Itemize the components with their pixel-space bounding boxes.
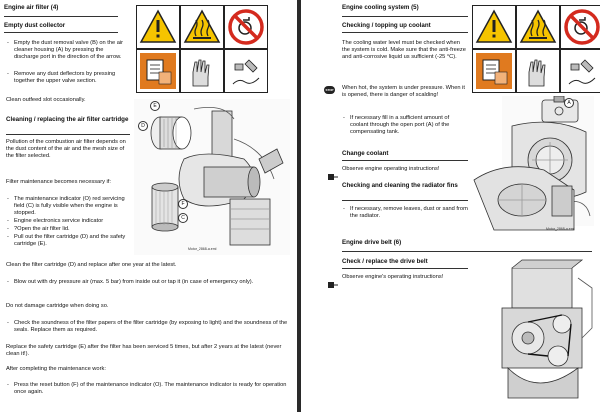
- callout-a: A: [564, 98, 574, 108]
- no-opening-prohibition-icon: [225, 6, 267, 48]
- reference-book-icon: [328, 275, 338, 281]
- radiator-heading: Checking and cleaning the radiator fins: [342, 182, 458, 189]
- environment-disposal-icon: [561, 50, 600, 92]
- callout-e: E: [150, 101, 160, 111]
- reference-book-icon: [328, 167, 338, 173]
- environment-disposal-icon: [225, 50, 267, 92]
- check-replace-belt-heading: Check / replace the drive belt: [342, 256, 468, 269]
- checking-coolant-heading: Checking / topping up coolant: [342, 20, 468, 33]
- radiator-heading-rule: [342, 200, 468, 201]
- no-opening-prohibition-icon: [561, 6, 600, 48]
- air-filter-illustration: [134, 99, 290, 255]
- read-manual-instruction-icon: [137, 50, 179, 92]
- filter-bullet-2: - Engine electronics service indicator: [6, 218, 130, 225]
- clean-outfeed-text: Clean outfeed slot occasionally.: [6, 97, 86, 103]
- pollution-text: Pollution of the combustion air filter depends on the dust content of the air and the mesh size of the filter selected.: [6, 139, 126, 160]
- right-page: [302, 0, 600, 412]
- warning-general-icon: [473, 6, 515, 48]
- callout-f: F: [178, 199, 188, 209]
- right-figure-id: Motor_2868-a.eml: [546, 227, 575, 231]
- warning-icon-panel: [136, 5, 268, 93]
- filter-bullet-1: - The maintenance indicator (O) red servicing field (C) is fully visible when the engine is stopped.: [6, 196, 130, 218]
- observe-instructions-1: Observe engine operating instructions!: [342, 166, 440, 172]
- wear-gloves-instruction-icon: [181, 50, 223, 92]
- read-manual-instruction-icon: [473, 50, 515, 92]
- replace-safety-text: Replace the safety cartridge (E) after the filter has been serviced 5 times, but after 2 years at the latest (never clean it!).: [6, 344, 282, 358]
- warning-general-icon: [137, 6, 179, 48]
- cooling-warning-icon-panel: [472, 5, 600, 93]
- filter-bullet-4: - Pull out the filter cartridge (D) and the safety cartridge (E).: [6, 234, 130, 248]
- cleaning-replacing-heading: Cleaning / replacing the air filter cartridge: [6, 116, 129, 123]
- filter-bullet-3: - ?Open the air filter lid.: [6, 226, 130, 233]
- radiator-bullet: - If necessary, remove leaves, dust or sand from the radiator.: [342, 206, 468, 220]
- fill-coolant-bullet: - If necessary fill in a sufficient amount of coolant through the open port (A) of the compensating tank.: [342, 115, 468, 137]
- radiator-illustration: [472, 150, 596, 234]
- change-coolant-heading: Change coolant: [342, 148, 468, 161]
- callout-c: C: [178, 213, 188, 223]
- pressure-warning-text: When hot, the system is under pressure. When it is opened, there is danger of scalding!: [342, 85, 465, 99]
- stop-hand-icon: STOP: [325, 88, 334, 92]
- page-spine: [297, 0, 301, 412]
- left-page: [0, 0, 296, 412]
- empty-bullet-1: - Empty the dust removal valve (B) on the air cleaner housing (A) by pressing the discharge port in the direction of the arrow.: [6, 40, 128, 62]
- hot-surface-warning-icon: [181, 6, 223, 48]
- observe-instructions-2: Observe engine's operating instructions!: [342, 274, 444, 280]
- filter-necessary-text: Filter maintenance becomes necessary if:: [6, 179, 111, 185]
- blow-out-bullet: - Blow out with dry pressure air (max. 5 bar) from inside out or tap it (in case of emergency only).: [6, 279, 292, 286]
- cooling-level-text: The cooling water level must be checked when the system is cold. Make sure that the anti-freeze and anti-corrosive liquid us sufficient (-25 °C).: [342, 40, 466, 61]
- engine-belt-illustration: [488, 258, 596, 410]
- after-completing-text: After completing the maintenance work:: [6, 366, 106, 372]
- clean-cartridge-text: Clean the filter cartridge (D) and replace after one year at the latest.: [6, 262, 177, 268]
- air-filter-section-title: Engine air filter (4): [4, 2, 118, 17]
- empty-bullet-2: - Remove any dust deflectors by pressing together the upper valve section.: [6, 71, 128, 85]
- callout-d: D: [138, 121, 148, 131]
- press-reset-bullet: - Press the reset button (F) of the maintenance indicator (O). The maintenance indicator is ready for operation once again.: [6, 382, 292, 396]
- wear-gloves-instruction-icon: [517, 50, 559, 92]
- check-soundness-bullet: - Check the soundness of the filter papers of the filter cartridge (by exposing to light) and the soundness of the seals. Replace them as required.: [6, 320, 292, 334]
- cooling-section-title: Engine cooling system (5): [342, 2, 468, 17]
- heading-rule: [6, 134, 130, 135]
- drive-belt-section-title: Engine drive belt (6): [342, 237, 592, 252]
- do-not-damage-text: Do not damage cartridge when doing so.: [6, 303, 109, 309]
- empty-dust-collector-heading: Empty dust collector: [4, 20, 118, 33]
- hot-surface-warning-icon: [517, 6, 559, 48]
- left-figure-id: Motor_2868-a.eml: [188, 247, 217, 251]
